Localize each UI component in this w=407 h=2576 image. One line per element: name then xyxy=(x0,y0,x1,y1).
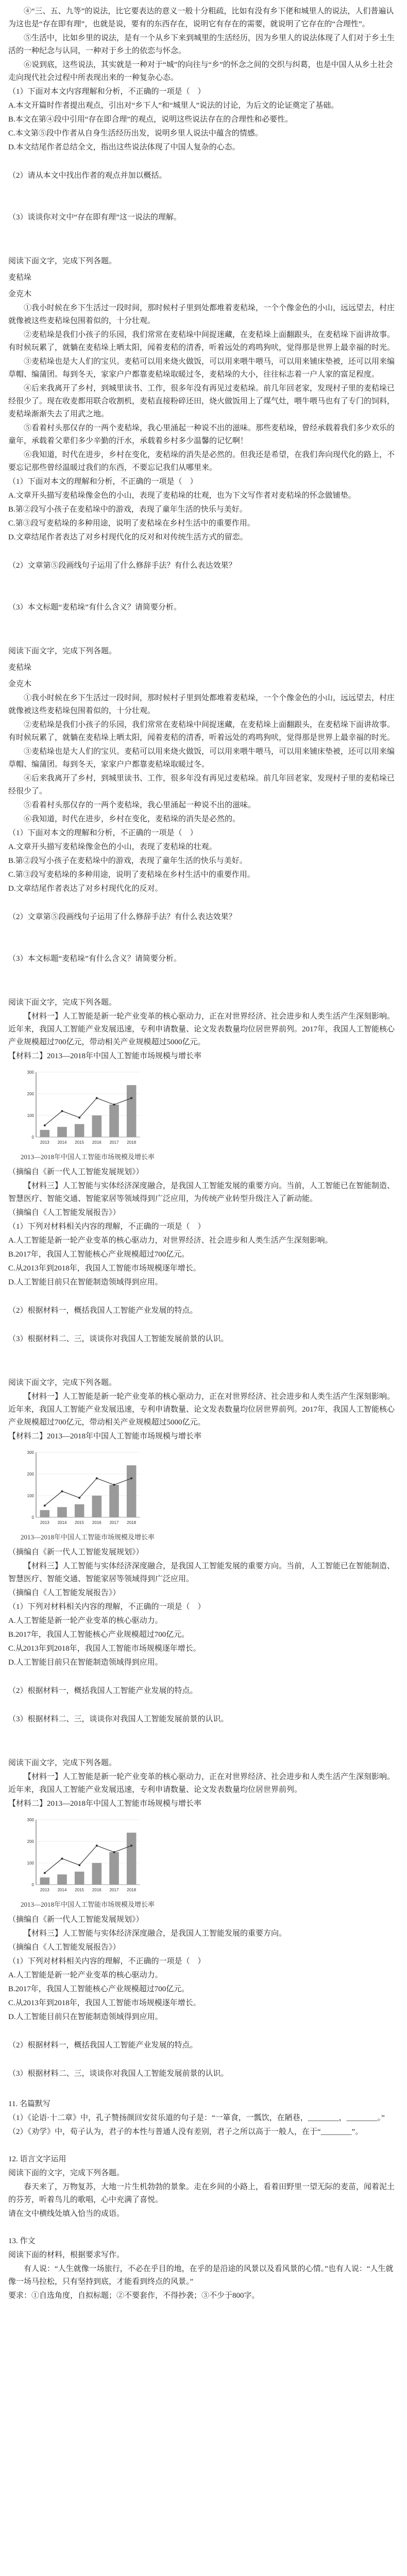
chart2-source-2: （摘编自《人工智能发展报告》） xyxy=(8,1589,121,1597)
passage1-paragraph-3: ⑥说到底，这些说法，其实就是一种对于“城”的向往与“乡”的怀念之间的交织与纠葛，也是中国人从乡土社会走向现代社会过程中所表现出来的一种复杂心态。 xyxy=(8,61,393,82)
passage3-title: 麦秸垛 xyxy=(8,664,32,672)
chart2-caption: 2013—2018年中国人工智能市场规模及增长率 xyxy=(21,1533,155,1541)
bar-2015 xyxy=(75,1124,84,1137)
passage2-option-d: D.文章结尾作者表达了对乡村现代化的反对和对传统生活方式的留恋。 xyxy=(8,533,248,541)
x-tick-label: 2016 xyxy=(92,1888,101,1892)
chart3-question-1: （1）下列对材料相关内容的理解，不正确的一项是（ ） xyxy=(8,1957,206,1965)
growth-rate-point xyxy=(44,1504,46,1506)
bar-2018 xyxy=(127,1833,137,1885)
passage1-paragraph-1: ④“三、五、九等”的说法，比它要表达的意义一般十分粗疏，比如有没有乡下佬和城里人的说法，人们普遍认为这也是“存在即有理”，也就是说，要有的东西存在，说明它有存在的需要，就说明了它存在的“合理性”。 xyxy=(8,7,394,28)
chart-section-3 xyxy=(8,1757,399,2095)
passage2-option-a: A.文章开头描写麦秸垛像金色的小山，表现了麦秸垛的壮观，也为下文写作者对麦秸垛的怀念做铺垫。 xyxy=(8,492,356,500)
passage2-title: 麦秸垛 xyxy=(8,274,32,282)
growth-rate-point xyxy=(130,1844,132,1846)
final-paragraph-1: （1）《论语·十二章》中，孔子赞扬颜回安贫乐道的句子是：“一箪食，一瓢饮，在陋巷，________，________。” xyxy=(8,2114,385,2122)
chart3-option-a: A.人工智能是新一轮产业变革的核心驱动力。 xyxy=(8,1971,163,1979)
bar-2016 xyxy=(92,1496,102,1517)
chart3-caption: 2013—2018年中国人工智能市场规模及增长率 xyxy=(21,1901,155,1908)
bar-2017 xyxy=(109,1105,119,1137)
chart1-option-d: D.人工智能目前只在智能制造领域得到应用。 xyxy=(8,1278,163,1286)
x-tick-label: 2015 xyxy=(75,1888,84,1892)
final-paragraph-7: 有人说：“人生就像一场旅行，不必在乎目的地，在乎的是沿途的风景以及看风景的心情。”也有人说：“人生就像一场马拉松，只有坚持到底，才能看到终点的风景。” xyxy=(8,2265,394,2286)
final-heading-1: 11. 名篇默写 xyxy=(8,2100,50,2108)
final-paragraph-5: 请在文中横线处填入恰当的成语。 xyxy=(8,2210,125,2218)
y-tick-label: 200 xyxy=(27,1092,34,1096)
bar-2016 xyxy=(92,1115,102,1137)
chart2-question-1: （1）下列对材料相关内容的理解，不正确的一项是（ ） xyxy=(8,1603,206,1611)
passage2-intro: 阅读下面文字，完成下列各题。 xyxy=(8,257,117,265)
chart3-material-3: 【材料三】人工智能与实体经济深度融合，是我国人工智能发展的重要方向。 xyxy=(24,1929,287,1938)
passage3-question-3: （3）本文标题“麦秸垛”有什么含义？请简要分析。 xyxy=(8,955,181,963)
passage2-option-c: C.第③段写麦秸垛的多种用途，说明了麦秸垛在乡村生活中的重要作用。 xyxy=(8,519,255,528)
passage2-paragraph-3: ③麦秸垛也是大人们的宝贝。麦秸可以用来烧火做饭，可以用来喂牛喂马，可以用来铺床垫被，还可以用来编草帽、编蒲团。每到冬天，家家户户都靠麦秸垛取暖过冬，麦秸垛的大小，往往标志着一户人家的富足程度。 xyxy=(8,358,395,379)
final-paragraph-8: 要求：①自选角度，自拟标题；②不要套作，不得抄袭；③不少于800字。 xyxy=(8,2292,260,2300)
bar-2013 xyxy=(40,1877,50,1885)
x-tick-label: 2013 xyxy=(40,1140,49,1145)
chart2-title: 【材料二】2013—2018年中国人工智能市场规模与增长率 xyxy=(8,1432,202,1440)
passage1-paragraph-2: ⑤生活中，比如乡里的说法，是有一个从乡下来到城里的生活经历，因为乡里人的说法体现了人们对于乡土生活的一种纪念与认同，一种对于乡土的依恋与怀念。 xyxy=(8,34,395,55)
growth-rate-point xyxy=(130,1097,132,1099)
chart1-material-3: 【材料三】人工智能与实体经济深度融合，是我国人工智能发展的重要方向。当前，人工智能已在智能制造、智慧医疗、智能交通、智能家居等领域得到广泛应用，为传统产业转型升级注入了新动能。 xyxy=(8,1182,395,1203)
passage2-paragraph-6: ⑥我知道，时代在进步，乡村在变化，麦秸垛的消失是必然的。但我还是希望，在我们奔向现代化的路上，不要忘记那些曾经温暖过我们的东西，不要忘记我们从哪里来。 xyxy=(8,451,395,472)
chart-1-svg xyxy=(21,1067,155,1149)
growth-rate-point xyxy=(96,1097,98,1099)
growth-rate-point xyxy=(113,1104,115,1106)
y-tick-label: 200 xyxy=(27,1839,34,1844)
chart-1 xyxy=(21,1067,155,1162)
passage3-option-b: B.第②段写小孩子在麦秸垛中的游戏，表现了童年生活的快乐与美好。 xyxy=(8,857,247,865)
x-tick-label: 2016 xyxy=(92,1520,101,1525)
bar-2015 xyxy=(75,1504,84,1517)
y-tick-label: 0 xyxy=(31,1135,34,1140)
growth-rate-point xyxy=(113,1484,115,1486)
chart2-material-1: 【材料一】人工智能是新一轮产业变革的核心驱动力，正在对世界经济、社会进步和人类生活产生深刻影响。近年来，我国人工智能产业发展迅速，专利申请数量、论文发表数量均位居世界前列。2017年，我国人工智能核心产业规模超过700亿元，带动相关产业规模超过5000亿元。 xyxy=(8,1393,395,1427)
chart2-question-3: （3）根据材料二、三，谈谈你对我国人工智能发展前景的认识。 xyxy=(8,1715,229,1723)
growth-rate-point xyxy=(96,1477,98,1479)
passage3-paragraph-6: ⑥我知道，时代在进步，乡村在变化，麦秸垛的消失是必然的。 xyxy=(24,815,241,823)
x-tick-label: 2014 xyxy=(57,1520,67,1525)
chart-2-svg xyxy=(21,1447,155,1530)
chart2-option-c: C.从2013年到2018年，我国人工智能市场规模逐年增长。 xyxy=(8,1645,201,1653)
x-tick-label: 2013 xyxy=(40,1520,49,1525)
passage2-paragraph-5: ⑤看着村头那仅存的一两个麦秸垛，我心里涌起一种说不出的滋味。那些麦秸垛，曾经承载着我们多少欢乐的童年，承载着父辈们多少辛勤的汗水，承载着乡村多少温馨的记忆啊！ xyxy=(8,424,395,445)
y-tick-label: 200 xyxy=(27,1472,34,1477)
x-tick-label: 2018 xyxy=(127,1520,137,1525)
chart2-option-a: A.人工智能是新一轮产业变革的核心驱动力。 xyxy=(8,1617,163,1625)
final-paragraph-3: 阅读下面的文字，完成下列各题。 xyxy=(8,2169,125,2177)
passage3-option-d: D.文章结尾作者表达了对乡村现代化的反对。 xyxy=(8,885,163,893)
passage3-option-a: A.文章开头描写麦秸垛像金色的小山，表现了麦秸垛的壮观。 xyxy=(8,843,217,851)
final-heading-2: 12. 语言文字运用 xyxy=(8,2155,66,2163)
y-tick-label: 300 xyxy=(27,1450,34,1455)
y-tick-label: 0 xyxy=(31,1883,34,1887)
chart1-question-3: （3）根据材料二、三，谈谈你对我国人工智能发展前景的认识。 xyxy=(8,1335,229,1343)
growth-rate-point xyxy=(78,1864,80,1866)
chart3-material-1: 【材料一】人工智能是新一轮产业变革的核心驱动力，正在对世界经济、社会进步和人类生活产生深刻影响。近年来，我国人工智能产业发展迅速，专利申请数量、论文发表数量均位居世界前列。 xyxy=(8,1773,395,1794)
bar-2014 xyxy=(57,1127,67,1137)
chart3-intro: 阅读下面文字，完成下列各题。 xyxy=(8,1759,117,1767)
passage2-question-3: （3）本文标题“麦秸垛”有什么含义？请简要分析。 xyxy=(8,603,181,612)
passage3-paragraph-4: ④后来我离开了乡村，到城里读书、工作，很多年没有再见过麦秸垛。前几年回老家，发现村子里的麦秸垛已经很少了。 xyxy=(8,774,395,795)
passage1-option-d: D.本文结尾作者总结全文，指出这些说法体现了中国人复杂的心态。 xyxy=(8,143,240,151)
passage-2 xyxy=(8,255,399,642)
x-tick-label: 2016 xyxy=(92,1140,101,1145)
bar-2013 xyxy=(40,1510,50,1517)
x-tick-label: 2014 xyxy=(57,1888,67,1892)
chart3-option-b: B.2017年，我国人工智能核心产业规模超过700亿元。 xyxy=(8,1985,190,1993)
passage2-paragraph-1: ①我小时候在乡下生活过一段时间，那时候村子里到处都堆着麦秸垛，一个个像金色的小山，远远望去，村庄就像被这些麦秸垛包围着似的，十分壮观。 xyxy=(8,304,395,325)
chart1-question-2: （2）根据材料一，概括我国人工智能产业发展的特点。 xyxy=(8,1307,198,1315)
bar-2017 xyxy=(109,1485,119,1517)
growth-rate-point xyxy=(44,1124,46,1126)
passage1-option-c: C.本文第⑤段中作者从自身生活经历出发，说明乡里人说法中蕴含的情感。 xyxy=(8,129,263,138)
x-tick-label: 2018 xyxy=(127,1140,137,1145)
passage3-author: 金克木 xyxy=(8,680,32,688)
bar-2014 xyxy=(57,1874,67,1885)
x-tick-label: 2017 xyxy=(109,1520,119,1525)
chart1-intro: 阅读下面文字，完成下列各题。 xyxy=(8,998,117,1007)
passage2-option-b: B.第②段写小孩子在麦秸垛中的游戏，表现了童年生活的快乐与美好。 xyxy=(8,505,247,514)
bar-2014 xyxy=(57,1507,67,1517)
chart1-caption: 2013—2018年中国人工智能市场规模及增长率 xyxy=(21,1153,155,1161)
passage1-question-2: （2）请从本文中找出作者的观点并加以概括。 xyxy=(8,172,167,180)
chart2-option-d: D.人工智能目前只在智能制造领域得到应用。 xyxy=(8,1658,163,1667)
chart3-title: 【材料二】2013—2018年中国人工智能市场规模与增长率 xyxy=(8,1800,202,1808)
final-paragraph-6: 阅读下面的材料，根据要求写作。 xyxy=(8,2251,125,2259)
bar-2015 xyxy=(75,1872,84,1885)
growth-rate-point xyxy=(44,1872,46,1874)
growth-rate-point xyxy=(130,1477,132,1479)
growth-rate-point xyxy=(113,1851,115,1853)
passage3-paragraph-2: ②麦秸垛是我们小孩子的乐园，我们常常在麦秸垛中间捉迷藏，在麦秸垛上面翻跟头，在麦秸垛下面讲故事。有时候玩累了，就躺在麦秸垛上晒太阳，闻着麦秸的清香，听着远处的鸡鸣狗吠，觉得那是世界上最幸福的时光。 xyxy=(8,721,395,742)
passage3-intro: 阅读下面文字，完成下列各题。 xyxy=(8,647,117,655)
chart3-source-2: （摘编自《人工智能发展报告》） xyxy=(8,1943,121,1952)
passage3-option-c: C.第③段写麦秸垛的多种用途，说明了麦秸垛在乡村生活中的重要作用。 xyxy=(8,871,255,879)
final-section xyxy=(8,2098,399,2302)
y-tick-label: 100 xyxy=(27,1494,34,1498)
x-tick-label: 2014 xyxy=(57,1140,67,1145)
chart-section-1 xyxy=(8,996,399,1374)
chart-2 xyxy=(21,1447,155,1542)
chart1-material-1: 【材料一】人工智能是新一轮产业变革的核心驱动力，正在对世界经济、社会进步和人类生活产生深刻影响。近年来，我国人工智能产业发展迅速，专利申请数量、论文发表数量均位居世界前列。2017年，我国人工智能核心产业规模超过700亿元，带动相关产业规模超过5000亿元。 xyxy=(8,1012,395,1046)
passage1-question-1: （1）下面对本文内容理解和分析，不正确的一项是（ ） xyxy=(8,88,206,96)
passage2-question-2: （2）文章第⑤段画线句子运用了什么修辞手法？有什么表达效果？ xyxy=(8,562,236,570)
passage3-paragraph-5: ⑤看着村头那仅存的一两个麦秸垛，我心里涌起一种说不出的滋味。 xyxy=(24,801,256,809)
passage1-option-b: B.本文在第④段中引用“存在即合理”的观点，说明这些说法存在的合理性和必要性。 xyxy=(8,115,293,124)
final-heading-3: 13. 作文 xyxy=(8,2237,36,2245)
y-tick-label: 100 xyxy=(27,1861,34,1866)
chart3-option-d: D.人工智能目前只在智能制造领域得到应用。 xyxy=(8,2013,163,2021)
chart-section-2 xyxy=(8,1377,399,1754)
passage2-paragraph-4: ④后来我离开了乡村，到城里读书、工作，很多年没有再见过麦秸垛。前几年回老家，发现村子里的麦秸垛已经很少了。现在收麦都用联合收割机，麦秸直接粉碎还田，烧火做饭用上了煤气灶，喂牛喂马也有了专门的饲料，麦秸垛渐渐失去了用武之地。 xyxy=(8,384,395,418)
bar-2018 xyxy=(127,1465,137,1517)
chart2-intro: 阅读下面文字，完成下列各题。 xyxy=(8,1379,117,1387)
chart1-option-b: B.2017年，我国人工智能核心产业规模超过700亿元。 xyxy=(8,1250,190,1259)
final-paragraph-2: （2）《劝学》中，荀子认为，君子的本性与普通人没有差别，君子之所以高于一般人，在于“________”。 xyxy=(8,2128,363,2136)
passage-3 xyxy=(8,645,399,993)
growth-rate-point xyxy=(78,1497,80,1499)
x-tick-label: 2017 xyxy=(109,1140,119,1145)
growth-rate-point xyxy=(96,1844,98,1846)
x-tick-label: 2017 xyxy=(109,1888,119,1892)
passage3-question-1: （1）下面对本文的理解和分析，不正确的一项是（ ） xyxy=(8,829,198,837)
bar-2013 xyxy=(40,1130,50,1137)
chart3-option-c: C.从2013年到2018年，我国人工智能市场规模逐年增长。 xyxy=(8,1999,201,2007)
y-tick-label: 100 xyxy=(27,1113,34,1118)
chart2-question-2: （2）根据材料一，概括我国人工智能产业发展的特点。 xyxy=(8,1687,198,1695)
chart1-source-2: （摘编自《人工智能发展报告》） xyxy=(8,1209,121,1217)
chart3-question-3: （3）根据材料二、三，谈谈你对我国人工智能发展前景的认识。 xyxy=(8,2070,229,2078)
passage3-paragraph-1: ①我小时候在乡下生活过一段时间，那时候村子里到处都堆着麦秸垛，一个个像金色的小山，远远望去，村庄就像被这些麦秸垛包围着似的，十分壮观。 xyxy=(8,694,395,715)
chart1-source-1: （摘编自《新一代人工智能发展规划》） xyxy=(8,1168,144,1176)
growth-rate-point xyxy=(61,1490,63,1493)
chart1-option-c: C.从2013年到2018年，我国人工智能市场规模逐年增长。 xyxy=(8,1264,201,1273)
bar-2016 xyxy=(92,1863,102,1885)
chart2-option-b: B.2017年，我国人工智能核心产业规模超过700亿元。 xyxy=(8,1631,190,1639)
chart2-source-1: （摘编自《新一代人工智能发展规划》） xyxy=(8,1548,144,1556)
x-tick-label: 2015 xyxy=(75,1520,84,1525)
growth-rate-point xyxy=(78,1116,80,1118)
x-tick-label: 2018 xyxy=(127,1888,137,1892)
passage3-question-2: （2）文章第⑤段画线句子运用了什么修辞手法？有什么表达效果？ xyxy=(8,913,236,921)
bar-2018 xyxy=(127,1085,137,1137)
final-paragraph-4: 春天来了，万物复苏，大地一片生机勃勃的景象。走在乡间的小路上，看着田野里一望无际的麦苗，闻着泥土的芬芳，听着鸟儿的歌唱，心中充满了喜悦。 xyxy=(8,2183,395,2204)
passage2-question-1: （1）下面对本文的理解和分析，不正确的一项是（ ） xyxy=(8,478,198,486)
passage2-author: 金克木 xyxy=(8,290,32,298)
x-tick-label: 2013 xyxy=(40,1888,49,1892)
chart-3 xyxy=(21,1815,155,1909)
chart3-source-1: （摘编自《新一代人工智能发展规划》） xyxy=(8,1916,144,1924)
chart3-question-2: （2）根据材料一，概括我国人工智能产业发展的特点。 xyxy=(8,2041,198,2049)
chart1-option-a: A.人工智能是新一轮产业变革的核心驱动力，对世界经济、社会进步和人类生活产生深刻影响。 xyxy=(8,1236,333,1245)
passage1-option-a: A.本文开篇时作者提出观点，引出对“乡下人”和“城里人”说法的讨论，为后文的论证奠定了基础。 xyxy=(8,101,339,110)
passage1-question-3: （3）谈谈你对文中“存在即有理”这一说法的理解。 xyxy=(8,213,181,222)
y-tick-label: 300 xyxy=(27,1818,34,1822)
passage-1 xyxy=(8,5,399,252)
passage3-paragraph-3: ③麦秸垛也是大人们的宝贝。麦秸可以用来烧火做饭，可以用来喂牛喂马，可以用来铺床垫被，还可以用来编草帽、编蒲团。每到冬天，家家户户都靠麦秸垛取暖过冬。 xyxy=(8,748,395,769)
y-tick-label: 300 xyxy=(27,1070,34,1075)
chart2-material-3: 【材料三】人工智能与实体经济深度融合，是我国人工智能发展的重要方向。当前，人工智能已在智能制造、智慧医疗、智能交通、智能家居等领域得到广泛应用。 xyxy=(8,1562,395,1583)
growth-rate-point xyxy=(61,1110,63,1112)
growth-rate-point xyxy=(61,1858,63,1860)
chart-3-svg xyxy=(21,1815,155,1897)
x-tick-label: 2015 xyxy=(75,1140,84,1145)
bar-2017 xyxy=(109,1852,119,1885)
passage2-paragraph-2: ②麦秸垛是我们小孩子的乐园，我们常常在麦秸垛中间捉迷藏，在麦秸垛上面翻跟头，在麦秸垛下面讲故事。有时候玩累了，就躺在麦秸垛上晒太阳，闻着麦秸的清香，听着远处的鸡鸣狗吠，觉得那是世界上最幸福的时光。 xyxy=(8,331,395,352)
chart1-title: 【材料二】2013—2018年中国人工智能市场规模与增长率 xyxy=(8,1052,202,1060)
y-tick-label: 0 xyxy=(31,1515,34,1520)
chart1-question-1: （1）下列对材料相关内容的理解，不正确的一项是（ ） xyxy=(8,1223,206,1231)
